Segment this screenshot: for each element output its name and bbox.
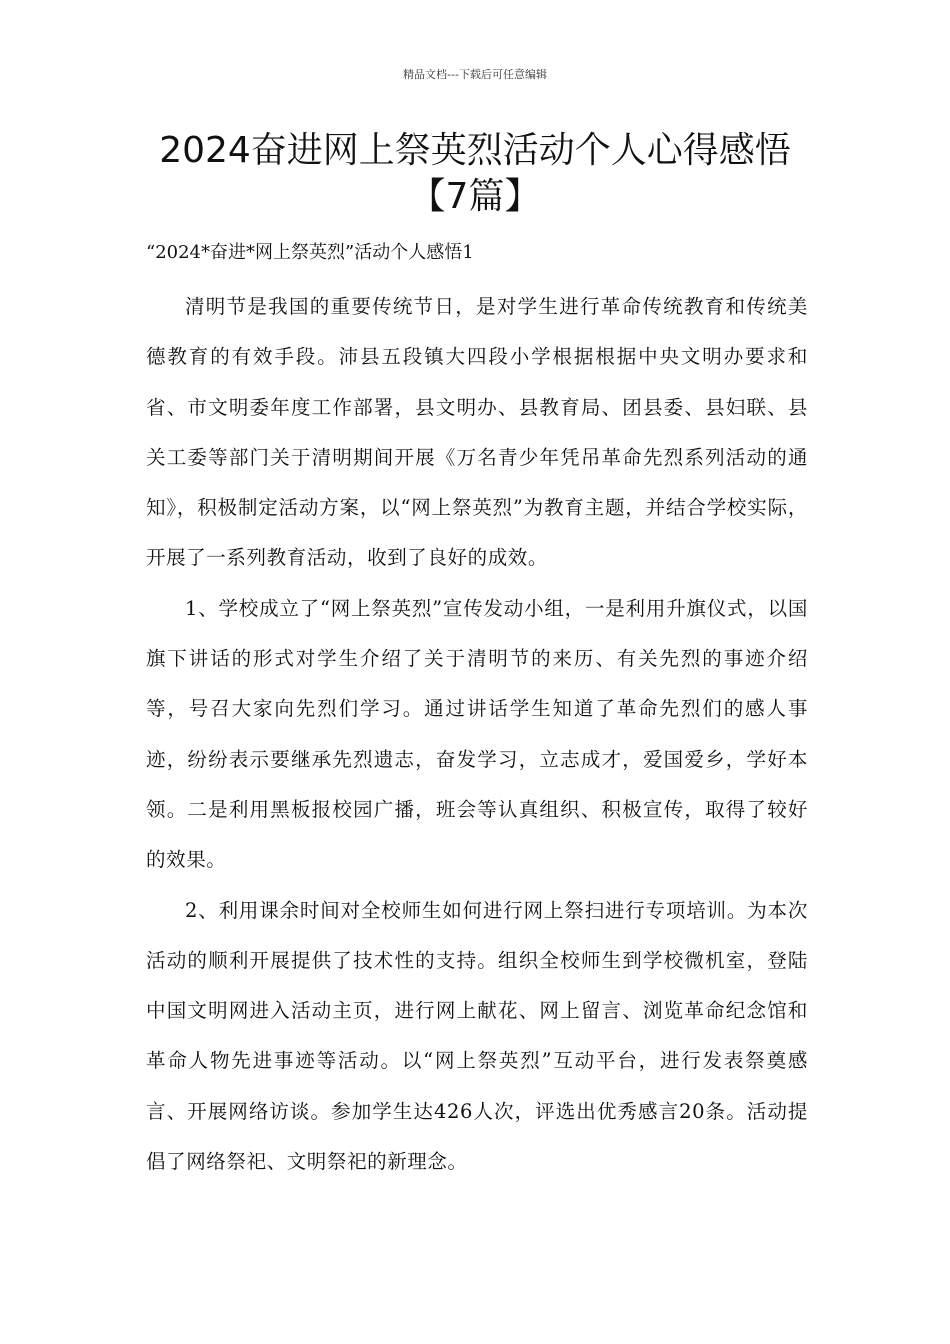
- body-content: [146, 282, 808, 1187]
- paragraph-item-1: 1、学校成立了“网上祭英烈”宣传发动小组，一是利用升旗仪式，以国旗下讲话的形式对学生介绍了关于清明节的来历、有关先烈的事迹介绍等，号召大家向先烈们学习。通过讲话学生知道了革命先烈们的感人事迹，纷纷表示要继承先烈遗志，奋发学习，立志成才，爱国爱乡，学好本领。二是利用黑板报校园广播，班会等认真组织、积极宣传，取得了较好的效果。: [146, 596, 808, 872]
- title-line-2: 【7篇】: [409, 176, 541, 217]
- paragraph-item-2: 2、利用课余时间对全校师生如何进行网上祭扫进行专项培训。为本次活动的顺利开展提供了技术性的支持。组织全校师生到学校微机室，登陆中国文明网进入活动主页，进行网上献花、网上留言、浏览革命纪念馆和革命人物先进事迹等活动。以“网上祭英烈”互动平台，进行发表祭奠感言、开展网络访谈。参加学生达426人次，评选出优秀感言20条。活动提倡了网络祭祀、文明祭祀的新理念。: [146, 898, 808, 1174]
- title-line-1: 2024奋进网上祭英烈活动个人心得感悟: [159, 130, 791, 171]
- section-subtitle: “2024*奋进*网上祭英烈”活动个人感悟1: [146, 242, 474, 263]
- paragraph-intro: 清明节是我国的重要传统节日，是对学生进行革命传统教育和传统美德教育的有效手段。沛县五段镇大四段小学根据根据中央文明办要求和省、市文明委年度工作部署，县文明办、县教育局、团县委、县妇联、县关工委等部门关于清明期间开展《万名青少年凭吊革命先烈系列活动的通知》，积极制定活动方案，以“网上祭英烈”为教育主题，并结合学校实际，开展了一系列教育活动，收到了良好的成效。: [146, 295, 808, 570]
- header-note: 精品文档---下载后可任意编辑: [403, 68, 547, 81]
- document-title: [0, 128, 950, 220]
